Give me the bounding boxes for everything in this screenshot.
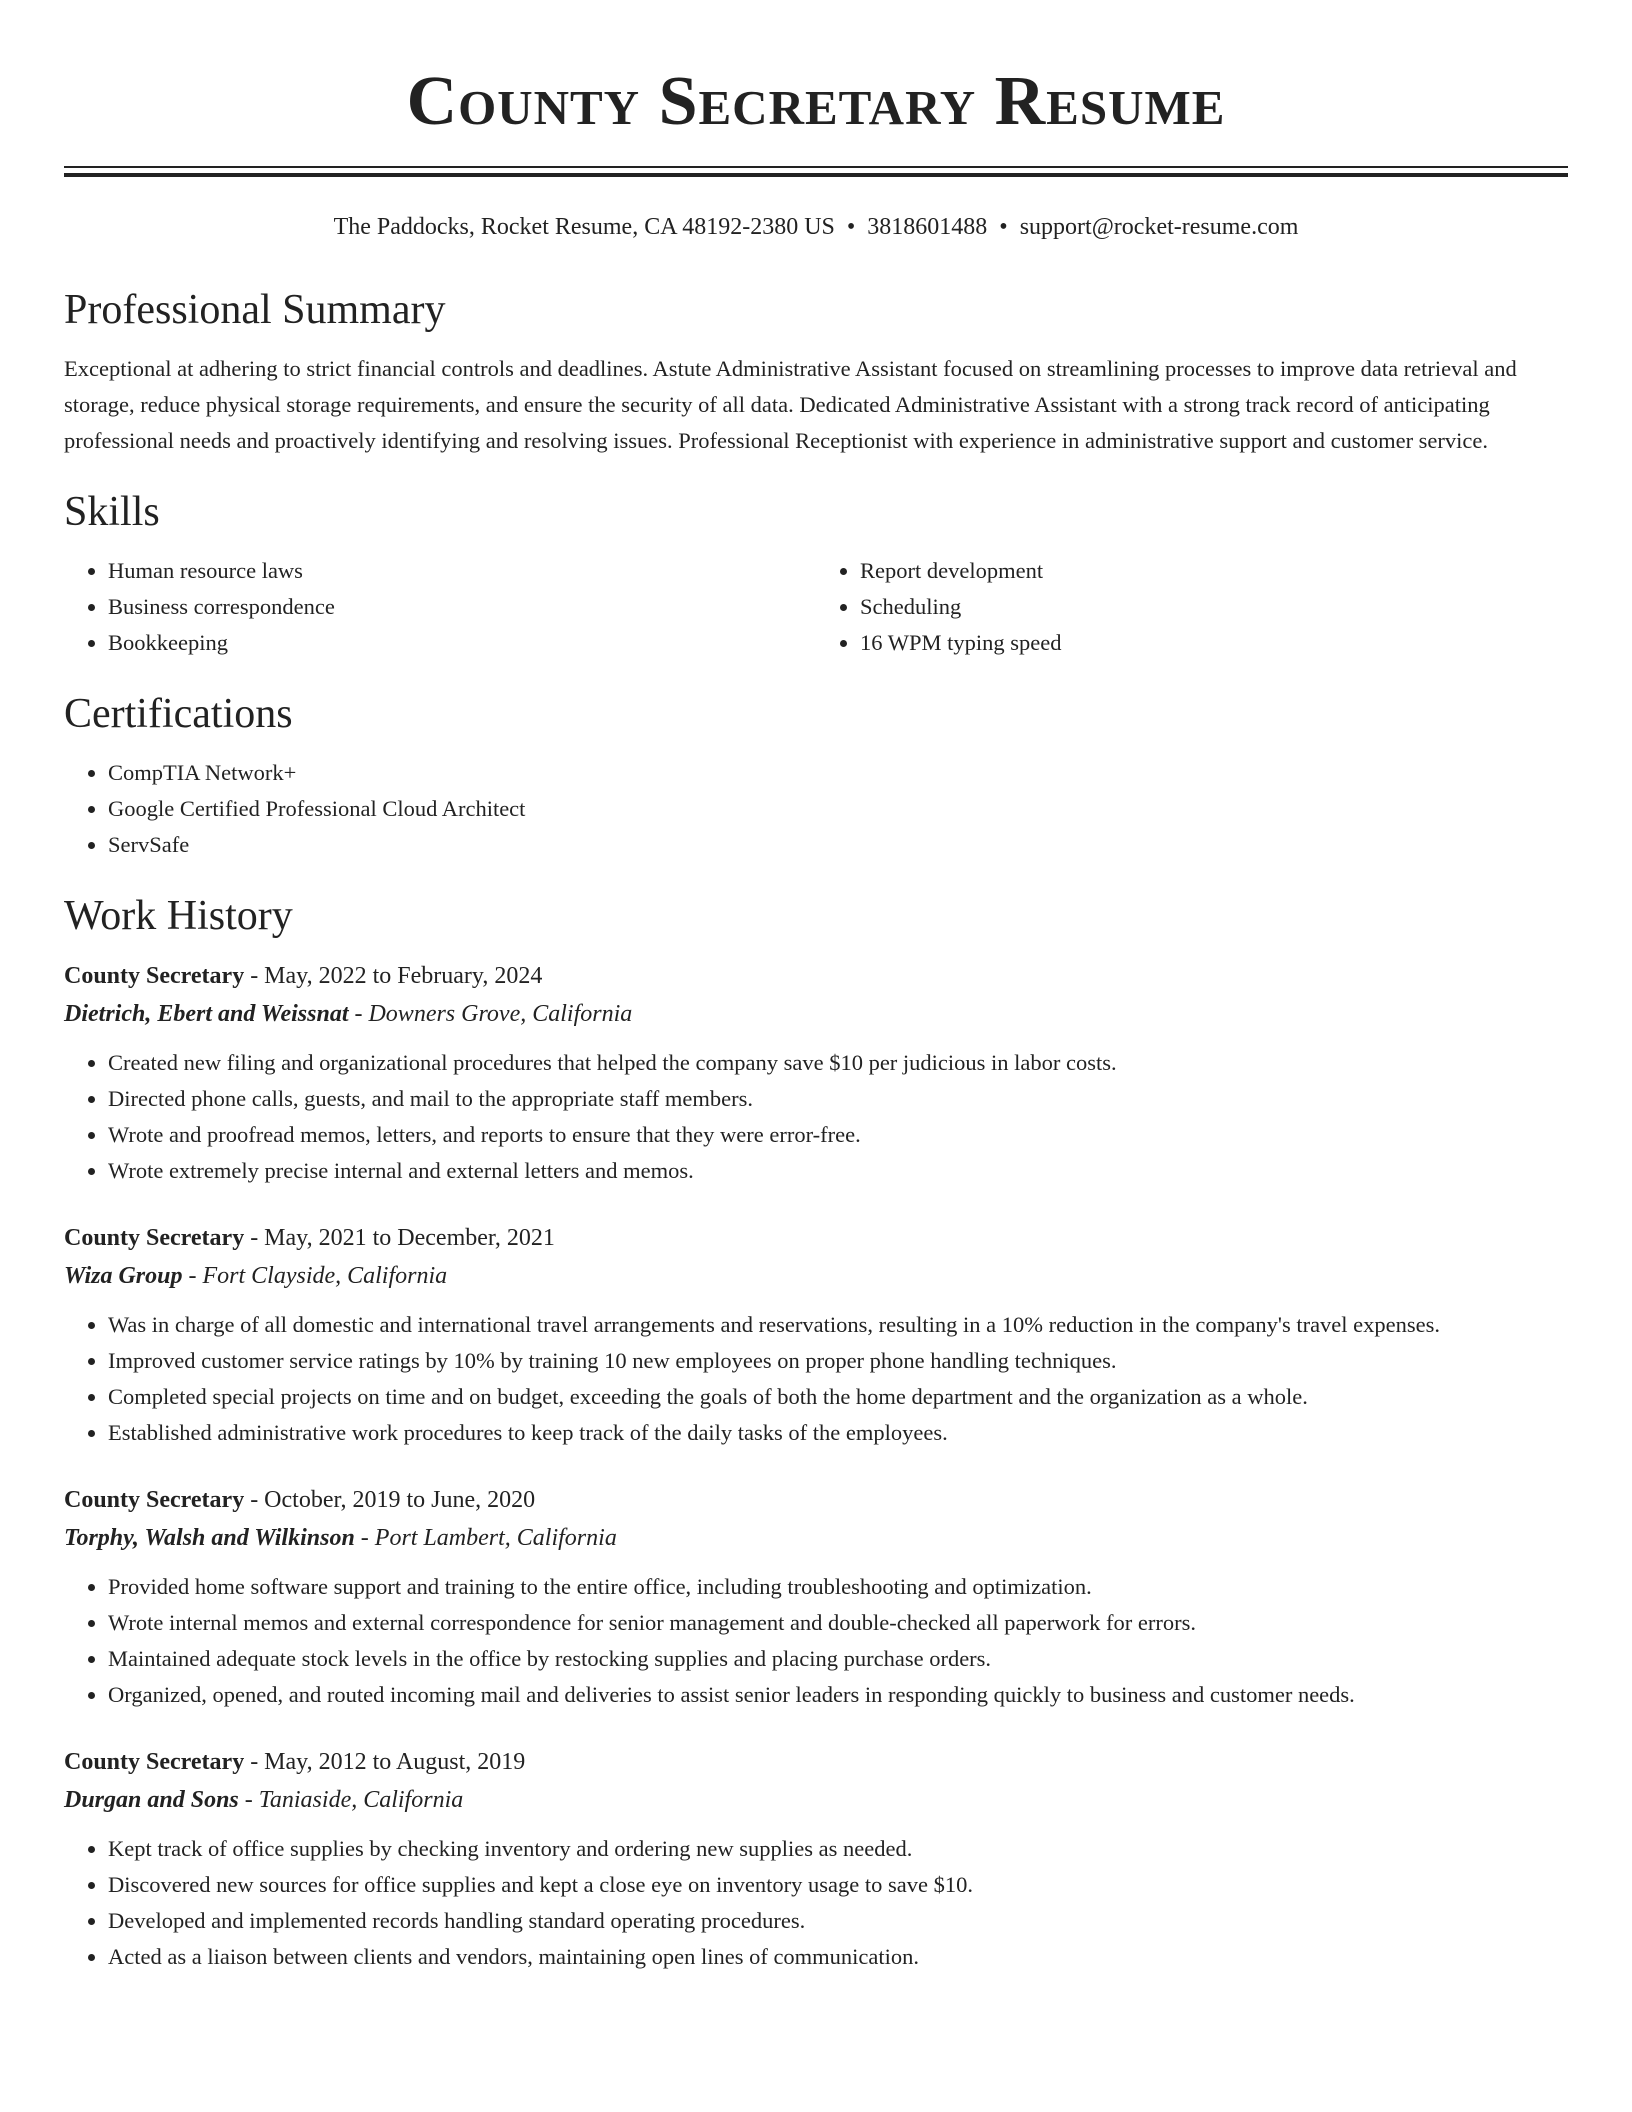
job-location: - Taniaside, California [238, 1787, 464, 1813]
summary-text: Exceptional at adhering to strict financial controls and deadlines. Astute Administrative Assistant focused on streamlining processes to improve data retrieval and storage, reduce physical storage requirements, and ensure the security of all data. Dedicated Administrative Assistant with a strong track record of anticipating professional needs and proactively identifying and resolving issues. Professional Receptionist with experience in administrative support and customer service. [64, 356, 1517, 453]
job-company-line [64, 995, 1568, 1033]
contact-separator: • [999, 214, 1008, 240]
job-title-line [64, 957, 1568, 995]
job-bullets [64, 1307, 1568, 1451]
contact-address: The Paddocks, Rocket Resume, CA 48192-2380 US [333, 214, 835, 240]
job-dates: - May, 2021 to December, 2021 [244, 1225, 555, 1251]
skills-list-right [816, 553, 1568, 661]
job-entry [64, 957, 1568, 1189]
job-bullet: • Kept track of office supplies by checking inventory and ordering new supplies as needed. [108, 1831, 1568, 1867]
job-bullet: • Provided home software support and training to the entire office, including troubleshooting and optimization. [108, 1569, 1568, 1605]
job-location: - Port Lambert, California [354, 1525, 617, 1551]
job-bullet: • Improved customer service ratings by 10% by training 10 new employees on proper phone handling techniques. [108, 1343, 1568, 1379]
job-location: - Downers Grove, California [348, 1001, 633, 1027]
job-title: County Secretary [64, 1225, 245, 1251]
contact-phone: 3818601488 [867, 214, 988, 240]
job-bullet: • Acted as a liaison between clients and vendors, maintaining open lines of communication. [108, 1939, 1568, 1975]
job-title: County Secretary [64, 963, 245, 989]
certifications-heading: Certifications [64, 691, 293, 737]
job-bullets [64, 1569, 1568, 1713]
skill-item: • Human resource laws [108, 553, 816, 589]
job-company: Dietrich, Ebert and Weissnat [64, 1001, 349, 1027]
work-history-heading: Work History [64, 893, 293, 939]
job-bullet: • Discovered new sources for office supplies and kept a close eye on inventory usage to save $10. [108, 1867, 1568, 1903]
job-bullet: • Organized, opened, and routed incoming mail and deliveries to assist senior leaders in responding quickly to business and customer needs. [108, 1677, 1568, 1713]
skills-columns [64, 553, 1568, 661]
job-bullet: • Was in charge of all domestic and international travel arrangements and reservations, resulting in a 10% reduction in the company's travel expenses. [108, 1307, 1568, 1343]
page-title: County Secretary Resume [406, 63, 1226, 140]
certification-item: • ServSafe [108, 827, 1568, 863]
job-title: County Secretary [64, 1487, 245, 1513]
job-bullets [64, 1045, 1568, 1189]
job-title-line [64, 1481, 1568, 1519]
job-entry [64, 1481, 1568, 1713]
skill-item: • Bookkeeping [108, 625, 816, 661]
contact-line [64, 211, 1568, 243]
job-dates: - May, 2022 to February, 2024 [244, 963, 543, 989]
job-title: County Secretary [64, 1749, 245, 1775]
skill-item: • Report development [860, 553, 1568, 589]
job-bullet: • Created new filing and organizational procedures that helped the company save $10 per judicious in labor costs. [108, 1045, 1568, 1081]
job-company-line [64, 1519, 1568, 1557]
job-company-line [64, 1257, 1568, 1295]
certification-item: • CompTIA Network+ [108, 755, 1568, 791]
skills-list-left [64, 553, 816, 661]
job-bullet: • Completed special projects on time and on budget, exceeding the goals of both the home department and the organization as a whole. [108, 1379, 1568, 1415]
contact-separator: • [846, 214, 856, 240]
job-dates: - October, 2019 to June, 2020 [244, 1487, 536, 1513]
job-entry [64, 1743, 1568, 1975]
job-bullet: • Developed and implemented records handling standard operating procedures. [108, 1903, 1568, 1939]
job-title-line [64, 1219, 1568, 1257]
title-divider [64, 166, 1568, 177]
skills-heading: Skills [64, 489, 160, 535]
job-company: Wiza Group [64, 1263, 183, 1289]
job-dates: - May, 2012 to August, 2019 [244, 1749, 526, 1775]
job-location: - Fort Clayside, California [182, 1263, 448, 1289]
job-company-line [64, 1781, 1568, 1819]
job-entry [64, 1219, 1568, 1451]
skill-item: • 16 WPM typing speed [860, 625, 1568, 661]
contact-email: support@rocket-resume.com [1019, 214, 1299, 240]
job-bullets [64, 1831, 1568, 1975]
job-bullet: • Directed phone calls, guests, and mail to the appropriate staff members. [108, 1081, 1568, 1117]
job-bullet: • Wrote and proofread memos, letters, and reports to ensure that they were error-free. [108, 1117, 1568, 1153]
certifications-list [64, 755, 1568, 863]
skill-item: • Business correspondence [108, 589, 816, 625]
job-bullet: • Wrote extremely precise internal and external letters and memos. [108, 1153, 1568, 1189]
certification-item: • Google Certified Professional Cloud Architect [108, 791, 1568, 827]
summary-heading: Professional Summary [64, 287, 446, 333]
job-title-line [64, 1743, 1568, 1781]
job-company: Torphy, Walsh and Wilkinson [64, 1525, 355, 1551]
job-bullet: • Established administrative work procedures to keep track of the daily tasks of the employees. [108, 1415, 1568, 1451]
job-bullet: • Maintained adequate stock levels in the office by restocking supplies and placing purchase orders. [108, 1641, 1568, 1677]
job-bullet: • Wrote internal memos and external correspondence for senior management and double-checked all paperwork for errors. [108, 1605, 1568, 1641]
job-company: Durgan and Sons [64, 1787, 239, 1813]
skill-item: • Scheduling [860, 589, 1568, 625]
